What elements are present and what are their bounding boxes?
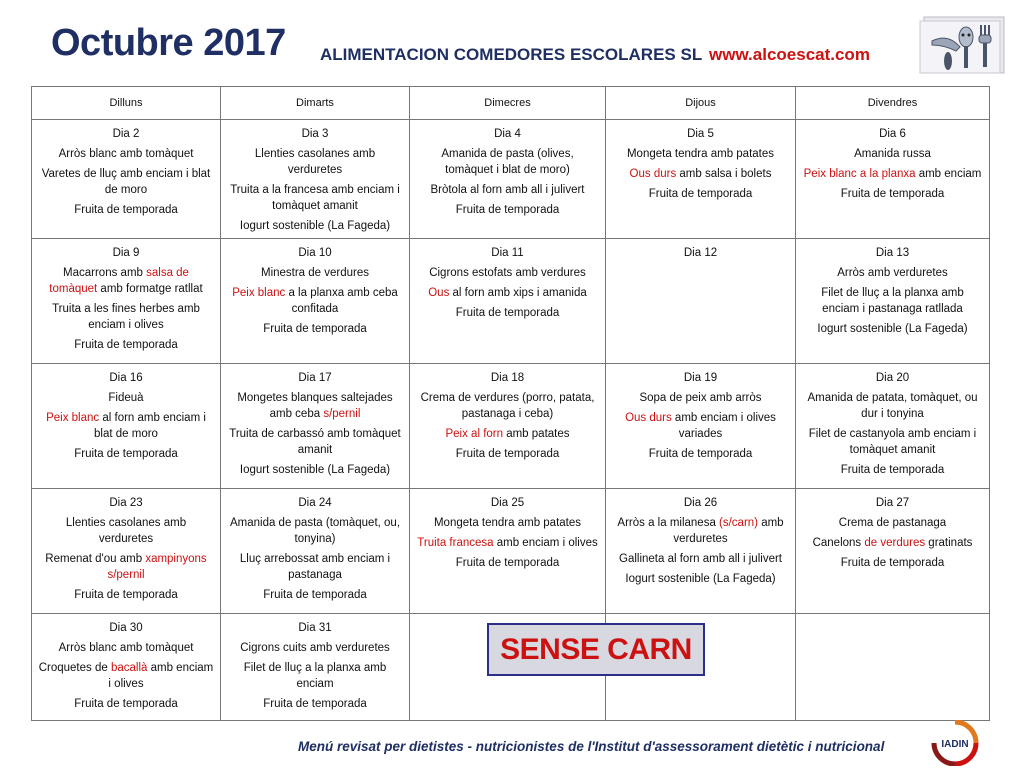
dish-text: Fideuà <box>108 392 144 404</box>
menu-dish <box>227 462 403 478</box>
page-title: Octubre 2017 <box>51 22 286 64</box>
day-cell <box>32 364 221 489</box>
dish-text: Truita a la francesa amb enciam i tomàquet amanit <box>230 184 400 212</box>
dish-text: Fruita de temporada <box>840 188 945 200</box>
menu-dish <box>802 535 983 551</box>
dish-text: Dia 5 <box>687 128 714 140</box>
dish-text: Fruita de temporada <box>74 698 178 710</box>
menu-dish <box>802 462 983 478</box>
day-cell <box>796 489 990 614</box>
dish-text: Dia 24 <box>298 497 332 509</box>
menu-dish <box>612 571 789 587</box>
menu-dish <box>227 285 403 317</box>
menu-dish <box>612 410 789 442</box>
dish-highlight: Ous <box>428 287 450 299</box>
menu-dish <box>227 587 403 603</box>
menu-dish <box>612 186 789 202</box>
dish-highlight: s/pernil <box>323 408 361 420</box>
menu-dish <box>38 410 214 442</box>
day-cell <box>221 239 410 364</box>
dish-text: Dia 2 <box>112 128 140 140</box>
dish-text: al forn amb enciam i blat de moro <box>94 412 206 440</box>
menu-dish <box>612 146 789 162</box>
menu-dish <box>38 446 214 462</box>
dish-text: al forn amb xips i amanida <box>449 287 587 299</box>
day-label <box>612 126 789 142</box>
dish-highlight: Peix blanc a la planxa <box>803 168 916 180</box>
day-label <box>612 245 789 261</box>
dish-text: Lluç arrebossat amb enciam i pastanaga <box>239 553 391 581</box>
dish-text: Dia 16 <box>109 372 143 384</box>
dish-text: Dia 9 <box>112 247 140 259</box>
day-cell <box>410 489 606 614</box>
day-label <box>612 370 789 386</box>
menu-dish <box>612 515 789 547</box>
day-cell <box>796 364 990 489</box>
dish-text: Dia 17 <box>298 372 332 384</box>
dish-text: Cigrons cuits amb verduretes <box>240 642 390 654</box>
menu-dish <box>802 390 983 422</box>
day-cell <box>410 239 606 364</box>
iadin-logo <box>930 720 980 766</box>
day-cell <box>32 120 221 239</box>
iadin-logo-text: IADIN <box>941 739 969 750</box>
menu-dish <box>416 390 599 422</box>
day-cell <box>606 364 796 489</box>
dish-highlight: bacallà <box>110 662 148 674</box>
menu-dish <box>802 285 983 317</box>
menu-dish <box>802 515 983 531</box>
dish-highlight: de verdures <box>864 537 926 549</box>
dish-text: Dia 10 <box>298 247 332 259</box>
menu-dish <box>227 146 403 178</box>
weekday-header-row <box>32 87 990 120</box>
dish-text: Macarrons amb <box>63 267 147 279</box>
dish-text: Truita a les fines herbes amb enciam i olives <box>52 303 200 331</box>
website-link[interactable]: www.alcoescat.com <box>709 45 870 64</box>
menu-dish <box>227 426 403 458</box>
menu-dish <box>612 166 789 182</box>
day-label <box>38 620 214 636</box>
dish-text: amb patates <box>503 428 570 440</box>
weekday-header: Dijous <box>606 87 796 120</box>
dish-text: Crema de pastanaga <box>838 517 947 529</box>
dish-text: Bròtola al forn amb all i julivert <box>430 184 585 196</box>
menu-dish <box>38 640 214 656</box>
dish-text: Cigrons estofats amb verdures <box>429 267 586 279</box>
dish-text: Dia 30 <box>109 622 143 634</box>
day-label <box>227 370 403 386</box>
menu-dish <box>38 166 214 198</box>
dish-text: Arròs amb verduretes <box>837 267 948 279</box>
dish-text: Dia 20 <box>875 372 910 384</box>
day-label <box>416 126 599 142</box>
day-label <box>802 495 983 511</box>
menu-dish <box>802 555 983 571</box>
day-label <box>38 495 214 511</box>
dish-text: Fruita de temporada <box>455 307 560 319</box>
dish-text: Fruita de temporada <box>455 557 560 569</box>
day-label <box>227 245 403 261</box>
menu-dish <box>38 551 214 583</box>
dish-text: Fruita de temporada <box>74 204 178 216</box>
dish-text: Dia 4 <box>494 128 521 140</box>
dish-text: a la planxa amb ceba confitada <box>285 287 398 315</box>
day-label <box>38 370 214 386</box>
dish-text: amb verduretes <box>673 517 784 545</box>
dish-text: Dia 27 <box>875 497 910 509</box>
dish-highlight: Peix blanc <box>232 287 286 299</box>
week-row <box>32 364 990 489</box>
week-row <box>32 489 990 614</box>
sense-carn-badge: SENSE CARN <box>487 623 705 676</box>
menu-dish <box>416 515 599 531</box>
day-cell <box>606 489 796 614</box>
dish-text: Fruita de temporada <box>74 589 178 601</box>
dish-text: Fruita de temporada <box>455 204 560 216</box>
dish-text: Llenties casolanes amb verduretes <box>65 517 187 545</box>
dish-text: Amanida de patata, tomàquet, ou dur i tonyina <box>807 392 978 420</box>
dish-text: Mongeta tendra amb patates <box>433 517 582 529</box>
dish-text: Arròs blanc amb tomàquet <box>58 148 194 160</box>
menu-dish <box>416 555 599 571</box>
dish-text: Dia 19 <box>683 372 718 384</box>
dish-text: Fruita de temporada <box>840 557 945 569</box>
dish-text: Varetes de lluç amb enciam i blat de moro <box>41 168 211 196</box>
dish-text: Amanida de pasta (tomàquet, ou, tonyina) <box>229 517 401 545</box>
menu-dish <box>38 202 214 218</box>
day-cell <box>32 239 221 364</box>
dish-highlight: Truita francesa <box>417 537 494 549</box>
menu-dish <box>227 265 403 281</box>
dish-text: gratinats <box>925 537 973 549</box>
menu-dish <box>416 182 599 198</box>
dish-text: Mongeta tendra amb patates <box>626 148 775 160</box>
dish-text: Filet de lluç a la planxa amb enciam i pastanaga ratllada <box>821 287 964 315</box>
menu-dish <box>38 696 214 712</box>
day-label <box>416 370 599 386</box>
menu-dish <box>612 390 789 406</box>
dish-text: Iogurt sostenible (La Fageda) <box>625 573 776 585</box>
dish-text: Fruita de temporada <box>74 339 178 351</box>
dish-text: Canelons <box>812 537 865 549</box>
footer-note: Menú revisat per dietistes - nutricionistes de l'Institut d'assessorament dietètic i nutricional <box>298 739 885 754</box>
menu-dish <box>38 390 214 406</box>
dish-highlight: Peix blanc <box>46 412 100 424</box>
menu-dish <box>416 285 599 301</box>
menu-dish <box>802 146 983 162</box>
dish-text: Remenat d'ou amb <box>45 553 146 565</box>
dish-text: Arròs blanc amb tomàquet <box>58 642 194 654</box>
weekday-header: Dilluns <box>32 87 221 120</box>
dish-text: Crema de verdures (porro, patata, pastanaga i ceba) <box>420 392 595 420</box>
menu-dish <box>416 446 599 462</box>
dish-text: Dia 11 <box>491 247 524 259</box>
menu-dish <box>227 660 403 692</box>
dish-highlight: Ous durs <box>629 168 677 180</box>
day-cell <box>221 120 410 239</box>
day-label <box>612 495 789 511</box>
day-cell <box>221 489 410 614</box>
dish-text: Fruita de temporada <box>263 323 367 335</box>
dish-text: Gallineta al forn amb all i julivert <box>619 553 782 565</box>
dish-text: Dia 18 <box>490 372 525 384</box>
menu-dish <box>227 640 403 656</box>
day-cell <box>606 120 796 239</box>
dish-highlight: Peix al forn <box>445 428 504 440</box>
dish-text: amb enciam <box>915 168 982 180</box>
menu-dish <box>227 182 403 214</box>
dish-text: Sopa de peix amb arròs <box>639 392 762 404</box>
menu-dish <box>38 301 214 333</box>
dish-text: Dia 23 <box>109 497 143 509</box>
menu-dish <box>612 446 789 462</box>
dish-text: Minestra de verdures <box>260 267 370 279</box>
dish-text: Dia 12 <box>683 247 718 259</box>
dish-text: Croquetes de <box>38 662 111 674</box>
dish-text: Truita de carbassó amb tomàquet amanit <box>229 428 401 456</box>
dish-text: Mongetes blanques saltejades amb ceba <box>237 392 393 420</box>
menu-dish <box>227 218 403 234</box>
day-cell <box>606 239 796 364</box>
dish-text: amb enciam i olives variades <box>671 412 776 440</box>
day-label <box>802 126 983 142</box>
dish-text: amb salsa i bolets <box>676 168 772 180</box>
menu-dish <box>38 515 214 547</box>
week-row <box>32 239 990 364</box>
dish-text: Dia 13 <box>875 247 910 259</box>
dish-text: Fruita de temporada <box>74 448 178 460</box>
menu-dish <box>802 166 983 182</box>
dish-text: Iogurt sostenible (La Fageda) <box>239 464 391 476</box>
menu-dish <box>227 515 403 547</box>
day-label <box>416 495 599 511</box>
menu-dish <box>38 660 214 692</box>
day-label <box>38 245 214 261</box>
dish-text: Dia 26 <box>683 497 718 509</box>
weekday-header: Dimecres <box>410 87 606 120</box>
menu-dish <box>227 696 403 712</box>
menu-dish <box>612 551 789 567</box>
menu-dish <box>416 535 599 551</box>
menu-dish <box>802 186 983 202</box>
dish-highlight: (s/carn) <box>719 517 759 529</box>
dish-text: Dia 25 <box>490 497 525 509</box>
day-cell <box>410 364 606 489</box>
menu-dish <box>416 426 599 442</box>
dish-text: Fruita de temporada <box>263 698 367 710</box>
dish-highlight: xampinyons s/pernil <box>107 553 207 581</box>
weekday-header: Divendres <box>796 87 990 120</box>
dish-text: Filet de lluç a la planxa amb enciam <box>243 662 387 690</box>
day-label <box>802 245 983 261</box>
menu-dish <box>38 265 214 297</box>
menu-dish <box>416 146 599 178</box>
day-label <box>227 620 403 636</box>
day-cell <box>221 614 410 721</box>
day-label <box>38 126 214 142</box>
weekday-header: Dimarts <box>221 87 410 120</box>
menu-dish <box>802 265 983 281</box>
menu-dish <box>416 305 599 321</box>
menu-dish <box>416 265 599 281</box>
day-cell <box>796 120 990 239</box>
day-cell <box>32 489 221 614</box>
day-label <box>227 126 403 142</box>
menu-dish <box>802 321 983 337</box>
dish-text: Filet de castanyola amb enciam i tomàquet amanit <box>808 428 977 456</box>
dish-text: Iogurt sostenible (La Fageda) <box>817 323 968 335</box>
dish-text: Arròs a la milanesa <box>617 517 720 529</box>
day-label <box>416 245 599 261</box>
dish-text: Iogurt sostenible (La Fageda) <box>239 220 391 232</box>
dish-text: Amanida de pasta (olives, tomàquet i blat de moro) <box>441 148 574 176</box>
dish-text: amb formatge ratllat <box>97 283 203 295</box>
menu-dish <box>38 587 214 603</box>
dish-text: Fruita de temporada <box>840 464 945 476</box>
day-cell <box>32 614 221 721</box>
menu-dish <box>227 390 403 422</box>
dish-text: Fruita de temporada <box>263 589 367 601</box>
menu-dish <box>227 321 403 337</box>
company-name: ALIMENTACION COMEDORES ESCOLARES SL <box>320 45 703 64</box>
dish-text: Dia 6 <box>879 128 906 140</box>
menu-dish <box>416 202 599 218</box>
dish-text: Dia 31 <box>298 622 332 634</box>
dish-text: Llenties casolanes amb verduretes <box>254 148 376 176</box>
dish-text: Amanida russa <box>854 148 931 160</box>
menu-dish <box>802 426 983 458</box>
menu-dish <box>227 551 403 583</box>
day-cell <box>410 120 606 239</box>
dish-text: amb enciam i olives <box>493 537 598 549</box>
day-cell <box>221 364 410 489</box>
dish-text: amb enciam i olives <box>108 662 214 690</box>
menu-dish <box>38 337 214 353</box>
dish-text: Fruita de temporada <box>648 448 753 460</box>
week-row <box>32 120 990 239</box>
dish-highlight: Ous durs <box>625 412 672 424</box>
day-cell <box>796 614 990 721</box>
dish-text: Fruita de temporada <box>455 448 560 460</box>
dish-text: Fruita de temporada <box>648 188 753 200</box>
day-label <box>802 370 983 386</box>
menu-dish <box>38 146 214 162</box>
day-label <box>227 495 403 511</box>
day-cell <box>796 239 990 364</box>
page-header <box>0 0 1024 84</box>
dish-text: Dia 3 <box>301 128 329 140</box>
cutlery-characters-icon <box>918 15 1006 75</box>
dish-highlight: salsa de tomàquet <box>49 267 189 295</box>
